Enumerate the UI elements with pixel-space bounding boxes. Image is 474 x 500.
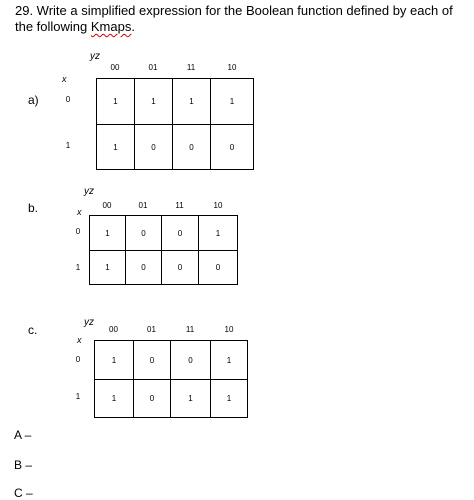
kmap-b-row-header: 0 — [75, 227, 81, 236]
kmap-b-cell: 1 — [199, 216, 237, 251]
kmap-c-cell: 1 — [95, 380, 134, 417]
kmap-b-col-header: 10 — [213, 201, 223, 210]
kmap-b-label: b. — [28, 201, 39, 215]
kmap-c-cell: 0 — [134, 380, 171, 417]
kmap-b-cell: 0 — [162, 251, 199, 284]
kmap-a-row-header: 1 — [65, 141, 71, 150]
question-text — [15, 3, 465, 35]
kmap-b-col-header: 11 — [175, 201, 184, 210]
kmap-a-grid — [96, 78, 254, 170]
question-keyword: Kmaps — [90, 19, 132, 34]
kmap-a-cell: 1 — [97, 79, 135, 125]
kmap-a-col-header: 11 — [186, 63, 196, 72]
kmap-a-col-header: 01 — [148, 63, 158, 72]
kmap-b-row-header: 1 — [75, 263, 81, 272]
kmap-a-cell: 1 — [211, 79, 253, 125]
kmap-c-cell: 0 — [171, 341, 211, 380]
kmap-a-cell: 0 — [173, 125, 211, 169]
kmap-b-cell: 0 — [215, 263, 221, 272]
kmap-c-cell: 1 — [171, 380, 211, 417]
kmap-b-grid — [89, 215, 238, 285]
answer-a: A – — [14, 428, 32, 442]
kmap-c-col-header: 00 — [109, 325, 118, 334]
kmap-c-col-header: 01 — [147, 325, 156, 334]
answer-b: B – — [14, 458, 33, 472]
kmap-c-row-header: 1 — [75, 392, 81, 401]
kmap-c-row-var: x — [77, 335, 82, 345]
kmap-a-cell: 1 — [97, 125, 135, 169]
kmap-a-row-header: 0 — [65, 95, 71, 104]
kmap-c-col-header: 10 — [224, 325, 234, 334]
kmap-a-row-var: x — [62, 74, 67, 84]
kmap-a-cell: 0 — [229, 142, 235, 152]
kmap-b-cell: 0 — [126, 251, 162, 284]
kmap-c-cell: 0 — [134, 341, 171, 380]
kmap-b-cell: 0 — [126, 216, 162, 251]
kmap-b-col-header: 01 — [138, 201, 148, 210]
kmap-c-row-header: 0 — [75, 355, 81, 364]
kmap-b-col-var: yz — [84, 186, 94, 197]
kmap-a-cell: 1 — [173, 79, 211, 125]
kmap-b-cell: 0 — [162, 216, 199, 251]
kmap-c-cell: 1 — [226, 394, 232, 403]
kmap-c-cell: 1 — [95, 341, 134, 380]
kmap-b-col-header: 00 — [102, 201, 112, 210]
kmap-c-col-header: 11 — [185, 325, 195, 334]
answer-c: C – — [14, 486, 33, 500]
kmap-a-col-var: yz — [90, 51, 100, 62]
kmap-c-label: c. — [28, 323, 38, 337]
kmap-b-row-var: x — [77, 207, 82, 217]
kmap-a-col-header: 00 — [110, 63, 120, 72]
kmap-a-label: a) — [28, 93, 39, 107]
kmap-c-cell: 1 — [211, 341, 247, 380]
kmap-b-cell: 1 — [90, 216, 126, 251]
kmap-b-cell: 1 — [90, 251, 126, 284]
kmap-a-col-header: 10 — [227, 63, 237, 72]
kmap-c-grid — [94, 340, 248, 418]
kmap-a-cell: 0 — [135, 125, 173, 169]
question-body: 29. Write a simplified expression for the Boolean function defined by each of the following — [15, 3, 453, 34]
kmap-c-col-var: yz — [84, 317, 94, 328]
question-period: . — [131, 19, 135, 34]
kmap-a-cell: 1 — [135, 79, 173, 125]
